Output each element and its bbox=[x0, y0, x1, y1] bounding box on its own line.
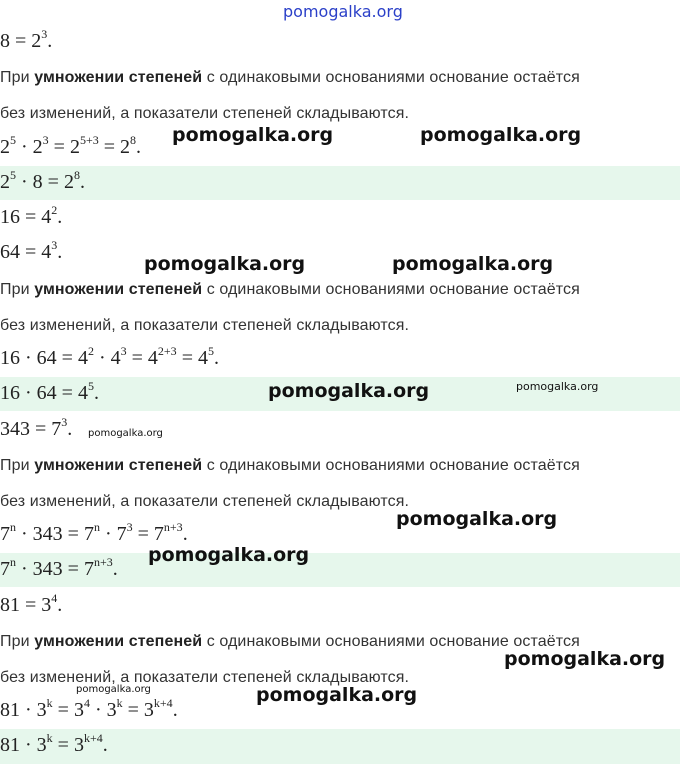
watermark: pomogalka.org bbox=[396, 508, 558, 530]
formula-81-times-3-pow-k: $81 \cdot 3^k = 3^4 \cdot 3^k = 3^{k+4}$. bbox=[0, 696, 178, 721]
watermark: pomogalka.org bbox=[516, 380, 599, 393]
watermark: pomogalka.org bbox=[144, 253, 306, 275]
formula-343-eq-7-pow-3: $343 = 7^3$. bbox=[0, 415, 73, 440]
formula-2-pow-5-times-2-pow-3: $2^5 \cdot 2^3 = 2^{5+3} = 2^8$. bbox=[0, 133, 142, 158]
formula-16-times-64-expansion: $16 \cdot 64 = 4^2 \cdot 4^3 = 4^{2+3} = 4^5$. bbox=[0, 344, 219, 369]
formula-64-eq-4-pow-3: $64 = 4^3$. bbox=[0, 238, 63, 263]
watermark: pomogalka.org bbox=[504, 648, 666, 670]
rule-text-line1: При умножении степеней с одинаковыми основаниями основание остаётся bbox=[0, 457, 580, 474]
formula-7-pow-n-times-343: $7^n \cdot 343 = 7^n \cdot 7^3 = 7^{n+3}$. bbox=[0, 520, 188, 545]
watermark: pomogalka.org bbox=[172, 124, 334, 146]
watermark: pomogalka.org bbox=[392, 253, 554, 275]
watermark: pomogalka.org bbox=[76, 684, 151, 695]
rule-text-line2: без изменений, а показатели степеней складываются. bbox=[0, 669, 410, 686]
result-16-times-64: $16 \cdot 64 = 4^5$. bbox=[0, 379, 99, 404]
rule-text-line2: без изменений, а показатели степеней складываются. bbox=[0, 493, 410, 510]
watermark: pomogalka.org bbox=[88, 428, 163, 439]
rule-text-line1: При умножении степеней с одинаковыми основаниями основание остаётся bbox=[0, 281, 580, 298]
formula-81-eq-3-pow-4: $81 = 3^4$. bbox=[0, 591, 63, 616]
result-2-pow-5-times-8: $2^5 \cdot 8 = 2^8$. bbox=[0, 168, 85, 193]
watermark: pomogalka.org bbox=[283, 2, 403, 21]
rule-text-line2: без изменений, а показатели степеней складываются. bbox=[0, 317, 410, 334]
rule-text-line1: При умножении степеней с одинаковыми основаниями основание остаётся bbox=[0, 633, 580, 650]
formula-8-eq-2-pow-3: $8 = 2^3$. bbox=[0, 27, 53, 52]
watermark: pomogalka.org bbox=[420, 124, 582, 146]
formula-16-eq-4-pow-2: $16 = 4^2$. bbox=[0, 203, 63, 228]
watermark: pomogalka.org bbox=[256, 684, 418, 706]
result-7-pow-n-times-343: $7^n \cdot 343 = 7^{n+3}$. bbox=[0, 555, 118, 580]
watermark: pomogalka.org bbox=[268, 380, 430, 402]
rule-text-line1: При умножении степеней с одинаковыми основаниями основание остаётся bbox=[0, 69, 580, 86]
result-81-times-3-pow-k: $81 \cdot 3^k = 3^{k+4}$. bbox=[0, 731, 108, 756]
result-highlight-1 bbox=[0, 166, 680, 200]
rule-text-line2: без изменений, а показатели степеней складываются. bbox=[0, 105, 410, 122]
watermark: pomogalka.org bbox=[148, 544, 310, 566]
